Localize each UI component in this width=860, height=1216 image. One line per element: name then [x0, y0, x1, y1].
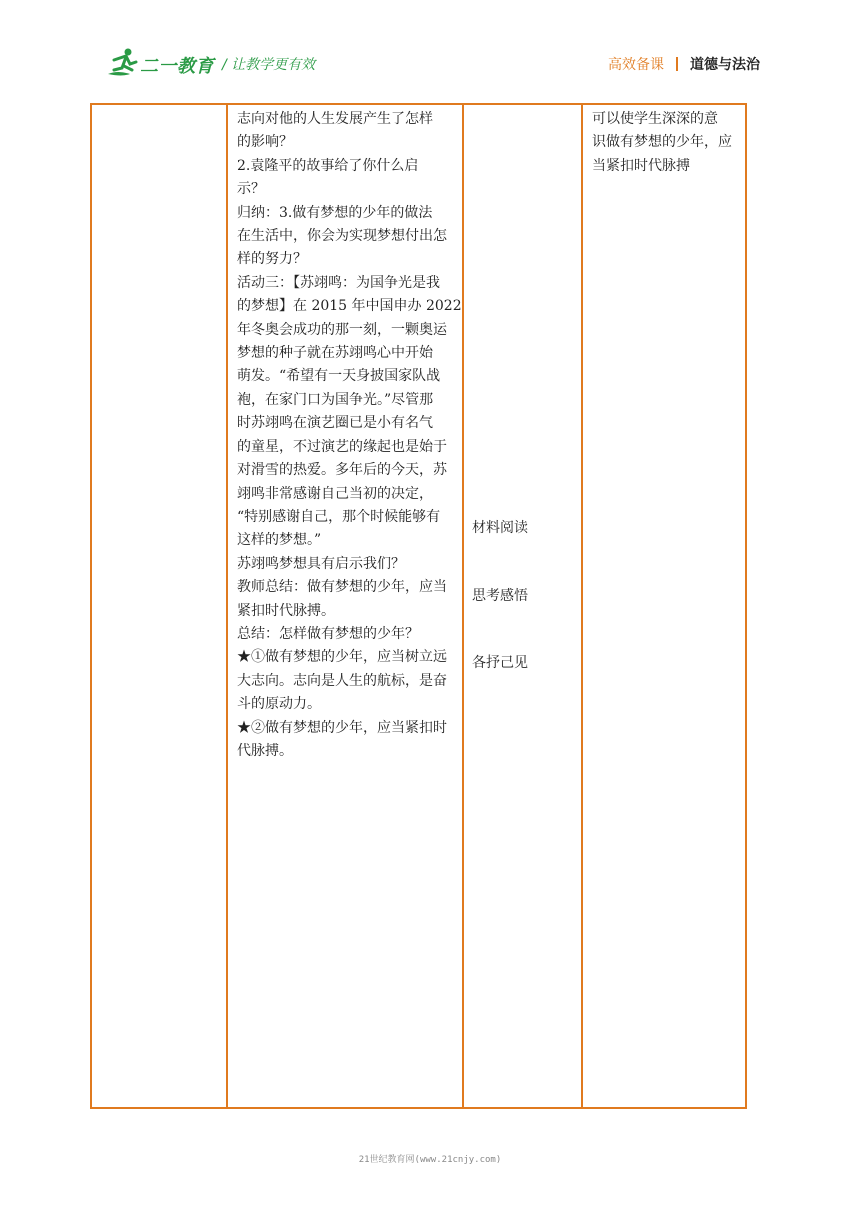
- header-badge: 高效备课: [608, 57, 664, 73]
- text-line: 志向对他的人生发展产生了怎样: [237, 111, 433, 127]
- column-divider: [226, 105, 228, 1107]
- text-line: 大志向。志向是人生的航标，是奋: [237, 672, 447, 689]
- page-header: [0, 0, 860, 100]
- text-line: 可以使学生深深的意: [592, 111, 718, 127]
- text-line: 活动三：【苏翊鸣：为国争光是我: [237, 274, 440, 291]
- text-line: 教师总结：做有梦想的少年，应当: [237, 579, 447, 596]
- text-line: ★①做有梦想的少年，应当树立远: [237, 649, 447, 666]
- text-line: 当紧扣时代脉搏: [592, 157, 690, 174]
- logo-text: 二一教育: [140, 56, 214, 77]
- text-line: 总结：怎样做有梦想的少年？: [237, 625, 419, 642]
- activity-label: 思考感悟: [472, 588, 528, 604]
- text-line: 的童星，不过演艺的缘起也是始于: [237, 438, 447, 455]
- design-intent-cell: [590, 105, 738, 178]
- subject-label: 道德与法治: [690, 57, 760, 73]
- text-line: 识做有梦想的少年，应: [592, 134, 732, 151]
- text-line: ★②做有梦想的少年，应当紧扣时: [237, 719, 447, 736]
- text-line: 样的努力？: [237, 251, 307, 268]
- text-line: 2.袁隆平的故事给了你什么启: [237, 157, 419, 174]
- text-line: 的影响？: [237, 134, 293, 151]
- text-line: 这样的梦想。”: [237, 532, 322, 549]
- text-line: 对滑雪的热爱。多年后的今天，苏: [237, 462, 447, 479]
- text-line: 示？: [237, 181, 265, 198]
- text-line: 紧扣时代脉搏。: [237, 602, 335, 619]
- text-line: 萌发。“希望有一天身披国家队战: [237, 368, 441, 385]
- text-line: 时苏翊鸣在演艺圈已是小有名气: [237, 415, 433, 432]
- logo: [104, 44, 216, 84]
- activity-label: 各抒己见: [472, 655, 528, 671]
- page-footer: 21世纪教育网(www.21cnjy.com): [358, 1155, 502, 1165]
- text-line: 在生活中，你会为实现梦想付出怎: [237, 228, 447, 245]
- lesson-table: [90, 103, 747, 1109]
- text-line: 袍，在家门口为国争光。”尽管那: [237, 391, 434, 408]
- header-separator: [676, 57, 678, 71]
- text-line: 归纳：3.做有梦想的少年的做法: [237, 204, 433, 221]
- column-divider: [581, 105, 583, 1107]
- activity-label: 材料阅读: [472, 520, 528, 536]
- header-right: [608, 54, 760, 74]
- runner-logo-icon: [104, 44, 144, 80]
- text-line: 代脉搏。: [237, 742, 293, 759]
- text-line: 的梦想】在 2015 年中国申办 2022: [237, 298, 462, 315]
- text-line: 苏翊鸣梦想具有启示我们？: [237, 555, 405, 572]
- slogan: / 让教学更有效: [222, 57, 316, 73]
- text-line: 斗的原动力。: [237, 696, 321, 713]
- teaching-process-cell: [235, 105, 465, 763]
- text-line: 翊鸣非常感谢自己当初的决定，: [237, 485, 433, 502]
- text-line: 梦想的种子就在苏翊鸣心中开始: [237, 345, 433, 362]
- text-line: 年冬奥会成功的那一刻，一颗奥运: [237, 321, 447, 338]
- text-line: “特别感谢自己，那个时候能够有: [237, 508, 441, 525]
